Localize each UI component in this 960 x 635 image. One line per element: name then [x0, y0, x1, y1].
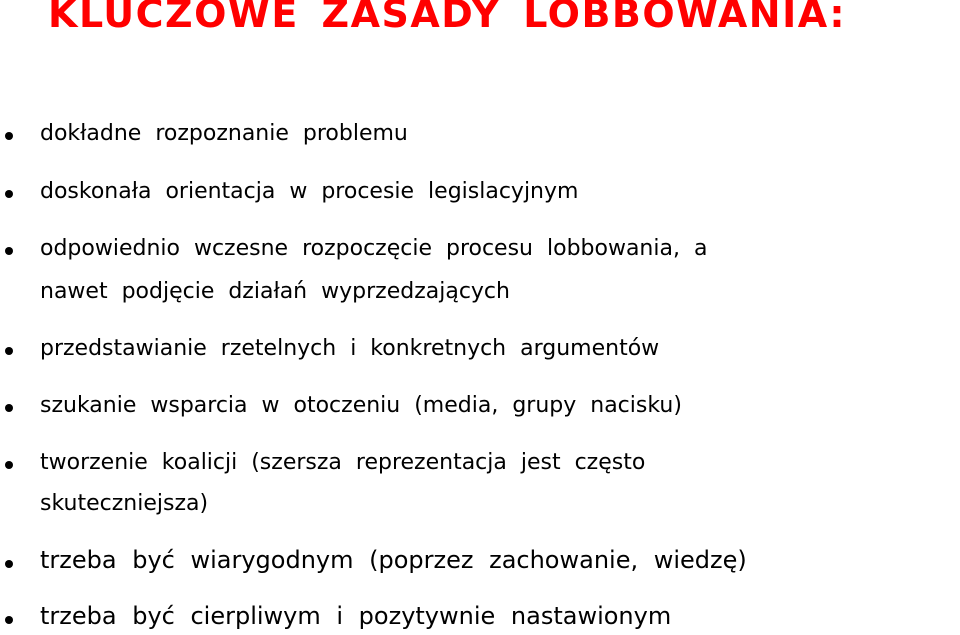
- bullet-dot-icon: [5, 461, 13, 469]
- bullet-dot-icon: [5, 347, 13, 355]
- bullet-dot-icon: [5, 132, 13, 140]
- bullet-dot-icon: [5, 247, 13, 255]
- bullet-text: trzeba być cierpliwym i pozytywnie nastawionym: [40, 602, 672, 630]
- bullet-text: doskonała orientacja w procesie legislacyjnym: [40, 179, 579, 204]
- bullet-dot-icon: [5, 190, 13, 198]
- bullet-text-continuation: nawet podjęcie działań wyprzedzających: [40, 279, 510, 304]
- slide-title: KLUCZOWE ZASADY LOBBOWANIA:: [48, 0, 847, 36]
- bullet-dot-icon: [5, 404, 13, 412]
- bullet-text: dokładne rozpoznanie problemu: [40, 121, 408, 146]
- bullet-text: szukanie wsparcia w otoczeniu (media, grupy nacisku): [40, 393, 682, 418]
- bullet-text: tworzenie koalicji (szersza reprezentacja jest często: [40, 450, 646, 475]
- bullet-text: przedstawianie rzetelnych i konkretnych argumentów: [40, 336, 660, 361]
- bullet-dot-icon: [5, 616, 13, 624]
- bullet-text: trzeba być wiarygodnym (poprzez zachowanie, wiedzę): [40, 546, 747, 574]
- bullet-text-continuation: skuteczniejsza): [40, 491, 209, 516]
- bullet-text: odpowiednio wczesne rozpoczęcie procesu lobbowania, a: [40, 236, 708, 261]
- bullet-dot-icon: [5, 560, 13, 568]
